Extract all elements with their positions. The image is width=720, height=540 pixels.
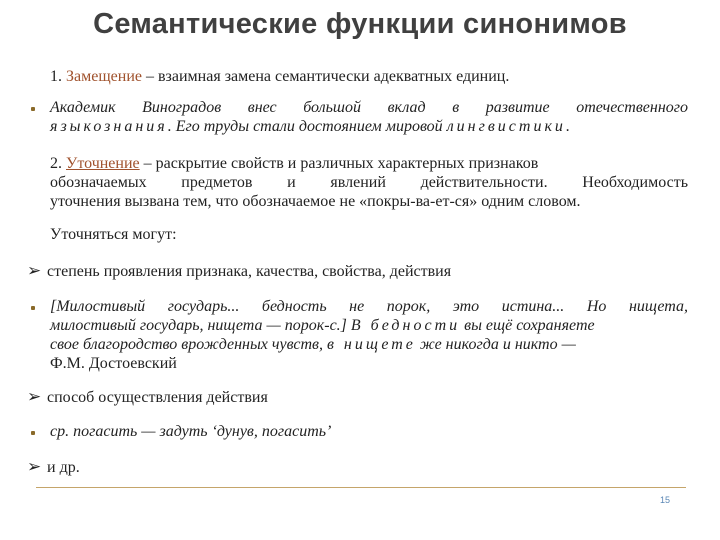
item-1 — [50, 67, 509, 86]
arrow-bullet-icon: ➢ — [27, 261, 42, 281]
arrow-item-1: степень проявления признака, качества, свойства, действия — [47, 263, 452, 280]
example-2-line-2-start: милостивый государь, нищета — порок-с.] — [50, 317, 351, 334]
spaced-word: в нищете — [326, 336, 416, 353]
example-2-line-2 — [50, 316, 688, 335]
arrow-bullet-icon: ➢ — [27, 387, 42, 407]
example-2-line-1: [Милостивый государь... бедность не порок, это истина... Но нищета, — [50, 298, 688, 315]
spaced-word: лингвистики — [446, 118, 566, 135]
example-3: ср. погасить — задуть ‘дунув, погасить’ — [50, 423, 332, 440]
slide-title: Семантические функции синонимов — [93, 8, 627, 40]
example-2-line-3-start: свое благородство врожденных чувств, — [50, 336, 327, 353]
item-2-line-2: обозначаемых предметов и явлений действительности. Необходимость — [50, 174, 688, 191]
arrow-item-2: способ осуществления действия — [47, 389, 268, 406]
example-1-line-2 — [50, 117, 688, 136]
bullet-icon — [31, 431, 35, 435]
bullet-icon — [31, 107, 35, 111]
example-2-line-2-end: вы ещё сохраняете — [460, 317, 595, 334]
example-1-mid: . Его труды стали достоянием мировой — [167, 118, 447, 135]
arrow-item-3: и др. — [47, 459, 80, 476]
page-number: 15 — [660, 495, 671, 505]
item-1-definition: – взаимная замена семантически адекватных единиц. — [142, 68, 510, 85]
example-2-line-3 — [50, 335, 688, 354]
example-1 — [50, 98, 688, 136]
item-2-line-1-rest: – раскрытие свойств и различных характерных признаков — [139, 155, 539, 172]
item-2-line-1 — [50, 154, 688, 173]
item-1-term: Замещение — [66, 68, 142, 85]
item-2-term: Уточнение — [66, 155, 140, 172]
item-2-line-3: уточнения вызвана тем, что обозначаемое не «покры-ва-ет-ся» одним словом. — [50, 193, 581, 210]
bullet-icon — [31, 306, 35, 310]
spaced-word: В бедности — [350, 317, 461, 334]
example-2 — [50, 297, 688, 373]
example-2-line-3-end: же никогда и никто — — [415, 336, 576, 353]
arrow-bullet-icon: ➢ — [27, 457, 42, 477]
clarify-heading: Уточняться могут: — [50, 226, 177, 243]
item-2 — [50, 154, 688, 211]
example-1-line-1: Академик Виноградов внес большой вклад в развитие отечественного — [50, 99, 688, 116]
example-2-author: Ф.М. Достоевский — [50, 355, 177, 372]
footer-rule — [36, 487, 686, 488]
item-2-number: 2. — [50, 155, 62, 172]
spaced-word: языкознания — [50, 118, 168, 135]
item-1-number: 1. — [50, 68, 62, 85]
example-1-end: . — [565, 118, 570, 135]
